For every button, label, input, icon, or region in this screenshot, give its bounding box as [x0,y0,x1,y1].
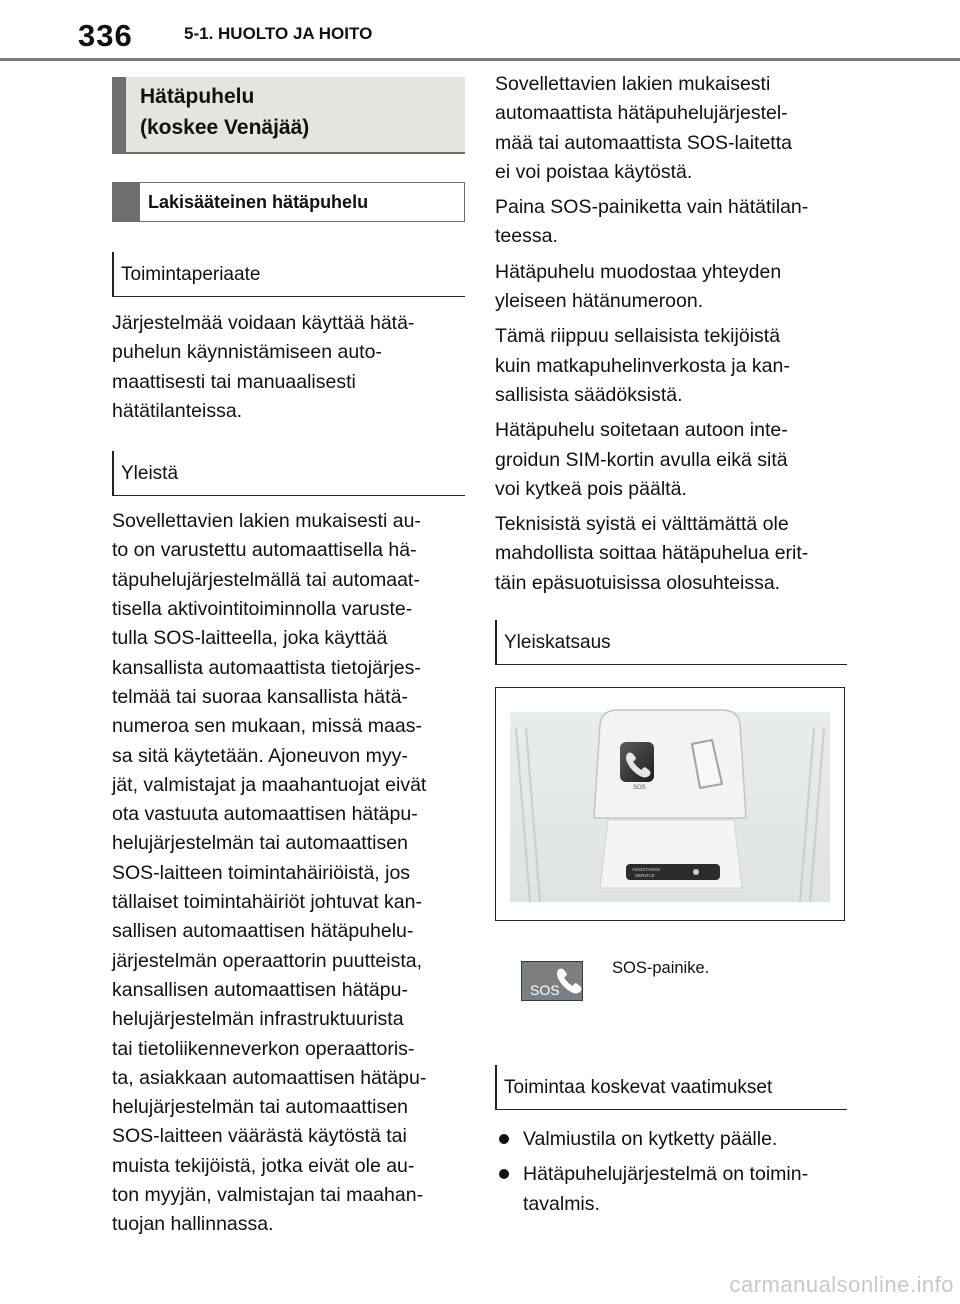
text-line: numeroa sen mukaan, missä maas- [112,715,422,738]
section-label: 5-1. HUOLTO JA HOITO [184,24,373,43]
text-line: tai tietoliikenneverkon operaattoris- [112,1037,415,1060]
header-rule [0,58,960,61]
text-line: sa sitä käytetään. Ajoneuvon myy- [112,744,408,767]
paragraph-sim [495,416,847,504]
topic-heading-general: Yleistä [112,451,465,496]
text-line: järjestelmän operaattorin puutteista, [112,949,423,972]
watermark: carmanualsonline.info [729,1272,954,1297]
left-column [112,77,465,1240]
paragraph-cannot-disable [495,70,847,187]
overhead-console-figure [495,687,845,921]
text-line: Hätäpuhelu soitetaan autoon inte- [495,419,788,442]
text-line: maattisesti tai manuaalisesti [112,370,356,393]
text-line: tisella aktivointitoiminnolla varuste- [112,598,413,621]
text-line: sallisista säädöksistä. [495,383,683,406]
text-line: hätätilanteissa. [112,399,243,422]
text-line: Sovellettavien lakien mukaisesti au- [112,510,421,533]
legend-text: SOS-painike. [612,959,710,978]
phone-icon [557,969,582,994]
paragraph-principle [112,309,465,426]
text-line: Hätäpuhelujärjestelmä on toimin- [523,1163,809,1186]
topic-heading-principle: Toimintaperiaate [112,252,465,297]
paragraph-general [112,507,465,1239]
text-line: tällaiset toimintahäiriöt johtuvat kan- [112,891,422,914]
text-line: puhelun käynnistämiseen auto- [112,341,382,364]
overhead-console-illustration [496,688,844,920]
text-line: jät, valmistajat ja maahantuojat eivät [112,773,427,796]
sos-icon-label: SOS [530,982,560,999]
text-line: mää tai automaattista SOS-laitetta [495,131,792,154]
text-line: Teknisistä syistä ei välttämättä ole [495,513,789,536]
topic-heading-overview: Yleiskatsaus [495,620,847,665]
text-line: teessa. [495,225,558,248]
paragraph-connection [495,258,847,317]
sos-button-icon [521,961,583,1001]
text-line: helujärjestelmän tai automaattisen [112,1096,408,1119]
figure-legend [495,959,847,1027]
assistance-indicator [693,869,699,875]
text-line: yleiseen hätänumeroon. [495,290,704,313]
text-line: SOS-laitteen väärästä käytöstä tai [112,1125,407,1148]
figure-panel-text-1: ASSISTANCE [632,867,661,873]
text-line: voi kytkeä pois päältä. [495,477,687,500]
text-line: automaattista hätäpuhelujärjestel- [495,102,788,125]
subheading-box: Lakisääteinen hätäpuhelu [112,182,465,222]
section-title-line2: (koskee Venäjää) [140,116,310,139]
paragraph-press-only-emergency [495,193,847,252]
text-line: täpuhelujärjestelmällä tai automaat- [112,568,420,591]
paragraph-technical [495,510,847,598]
text-line: ta, asiakkaan automaattisen hätäpu- [112,1066,427,1089]
list-item [495,1159,847,1219]
console-housing [594,710,746,818]
list-item [495,1124,847,1154]
page-header [0,0,960,62]
topic-heading-requirements: Toimintaa koskevat vaatimukset [495,1065,847,1110]
requirements-list [495,1124,847,1219]
text-line: kansallista automaattista tietojärjes- [112,656,421,679]
text-line: mahdollista soittaa hätäpuhelua erit- [495,542,809,565]
text-line: Sovellettavien lakien mukaisesti [495,73,771,95]
text-line: ei voi poistaa käytöstä. [495,160,693,183]
text-line: sallisen automaattisen hätäpuhelu- [112,920,414,943]
text-line: kuin matkapuhelinverkosta ja kan- [495,354,790,377]
section-title-box [112,77,465,154]
text-line: telmää tai suoraa kansallista hätä- [112,685,408,708]
text-line: Hätäpuhelu muodostaa yhteyden [495,260,782,283]
section-title-line1: Hätäpuhelu [140,85,255,108]
text-line: Paina SOS-painiketta vain hätätilan- [495,196,809,219]
figure-sos-label: SOS [633,785,646,792]
text-line: tulla SOS-laitteella, joka käyttää [112,627,388,650]
text-line: SOS-laitteen toimintahäiriöistä, jos [112,861,411,884]
text-line: Valmiustila on kytketty päälle. [523,1128,778,1151]
page-number: 336 [78,18,133,53]
bullet-dot [499,1134,509,1144]
text-line: to on varustettu automaattisella hä- [112,539,417,562]
text-line: ota vastuuta automaattisen hätäpu- [112,803,418,826]
text-line: kansallisen automaattisen hätäpu- [112,978,408,1001]
text-line: täin epäsuotuisissa olosuhteissa. [495,571,781,594]
text-line: helujärjestelmän tai automaattisen [112,832,408,855]
paragraph-dependencies [495,322,847,410]
text-line: Tämä riippuu sellaisista tekijöistä [495,325,781,348]
text-line: helujärjestelmän infrastruktuurista [112,1008,404,1031]
text-line: groidun SIM-kortin avulla eikä sitä [495,448,788,471]
right-column [495,70,847,1224]
figure-panel-text-2: SERVICE [635,873,655,879]
bullet-dot [499,1169,509,1179]
text-line: tavalmis. [523,1193,600,1216]
text-line: muista tekijöistä, jotka eivät ole au- [112,1154,415,1177]
text-line: ton myyjän, valmistajan tai maahan- [112,1184,424,1207]
text-line: tuojan hallinnassa. [112,1213,274,1236]
text-line: Järjestelmää voidaan käyttää hätä- [112,312,415,334]
